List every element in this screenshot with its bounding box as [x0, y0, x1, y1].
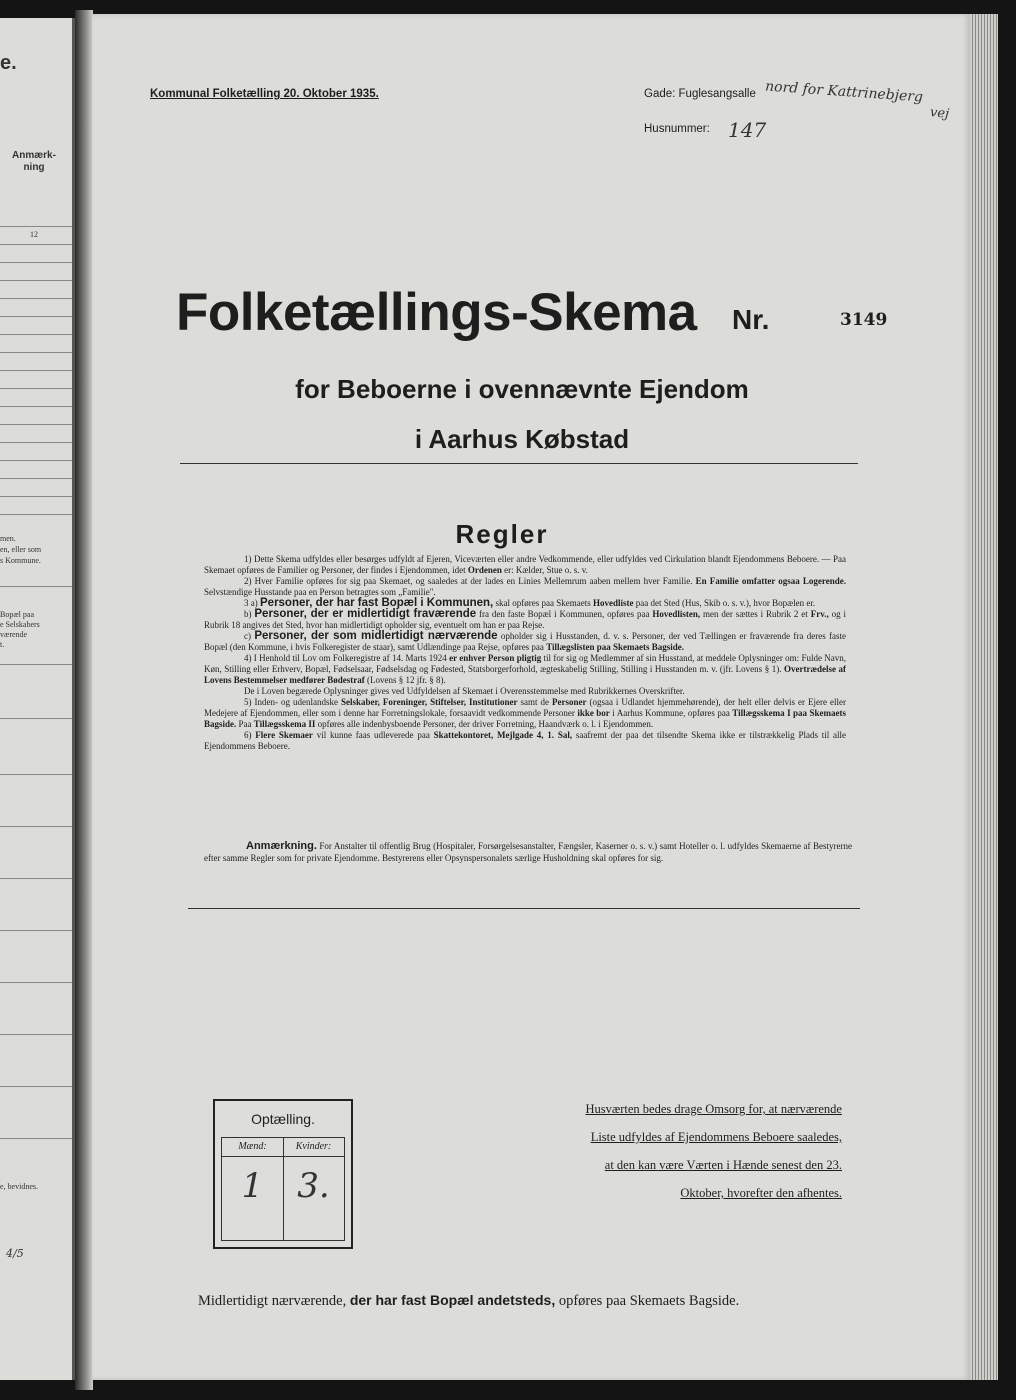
gade-label: Gade: Fuglesangsalle: [644, 88, 756, 100]
form-subtitle-2: i Aarhus Købstad: [414, 424, 630, 454]
rule-3b: b) Personer, der er midlertidigt fraværende fra den faste Bopæl i Kommunen, opføres paa Hovedlisten, men der sættes i Rubrik 2 et Frv., og i Rubrik 18 angives det Sted, hvor han midlertidigt opholder sig, eventuelt om han er paa Rejse.: [204, 608, 846, 630]
notice-line-1: Husværten bedes drage Omsorg for, at nærværende: [585, 1102, 842, 1116]
rules-section: [204, 554, 846, 752]
form-nr-value: 3149: [840, 310, 888, 330]
left-page-text: e Selskabers: [0, 620, 40, 629]
book-gutter: [75, 10, 93, 1390]
page-edges: [970, 14, 998, 1380]
rule-6: 6) Flere Skemaer vil kunne faas udleverede paa Skattekontoret, Mejlgade 4, 1. Sal, saafremt der paa det tilsendte Skema ikke er tilstrækkelig Plads til alle Ejendommens Beboere.: [204, 730, 847, 751]
rule-5: 5) Inden- og udenlandske Selskaber, Foreninger, Stiftelser, Institutioner samt de Personer (ogsaa i Udlandet hjemmehørende), der helt eller delvis er Ejere eller Medejere af Ejendommen, eller som i denne har Forretningslokale, forsaavidt vedkommende Personer ikke bor i Aarhus Kommune, opføres paa Tillægsskema I paa Skemaets Bagside. Paa Tillægsskema II opføres alle indenbysboende Personer, der driver Forretning, Haandværk o. l. i Ejendommen.: [204, 697, 846, 729]
husnummer-label: Husnummer:: [644, 123, 710, 135]
footer-note: Midlertidigt nærværende, der har fast Bopæl andetsteds, opføres paa Skemaets Bagside.: [198, 1292, 740, 1309]
left-page-text: en, eller som: [0, 545, 42, 554]
rule-3a: 3 a) Personer, der har fast Bopæl i Kommunen, skal opføres paa Skemaets Hovedliste paa det Sted (Hus, Skib o. s. v.), hvor Bopælen er.: [244, 597, 816, 609]
left-page-fragment: [0, 18, 75, 1380]
rule-1: 1) Dette Skema udfyldes eller besørges udfyldt af Ejeren, Viceværten eller andre Vedkommende, eller udfyldes ved Cirkulation blandt Ejendommens Beboere. — Paa Skemaet opføres de Familier og Personer, der findes i Ejendommen, idet Ordenen er: Kælder, Stue o. s. v.: [204, 554, 846, 575]
left-page-handwriting: 4/5: [6, 1247, 24, 1260]
tally-box: [213, 1099, 353, 1249]
form-title: Folketællings-Skema: [176, 283, 697, 342]
tally-kvinder-value: 3.: [297, 1166, 330, 1206]
left-page-text: t.: [0, 640, 5, 649]
divider-top: [180, 463, 858, 464]
tally-kvinder-label: Kvinder:: [295, 1141, 332, 1152]
rule-4-note: De i Loven begærede Oplysninger gives ved Udfyldelsen af Skemaet i Overensstemmelse med Rubrikkernes Overskrifter.: [244, 686, 685, 696]
tally-maend-value: 1: [241, 1166, 264, 1206]
census-form-page: [92, 14, 970, 1380]
anmaerkning-note: Anmærkning. For Anstalter til offentlig Brug (Hospitaler, Forsørgelsesanstalter, Fængsler, Kaserner o. s. v.) samt Hoteller o. l. udfyldes Skemaerne af Bestyrerne efter samme Regler som for private Ejendomme. Bestyrerens eller Opsynspersonalets særlige Husholdning skal opføres for sig.: [204, 840, 852, 863]
left-page-text: Bopæl paa: [0, 610, 34, 619]
notice-line-3: at den kan være Værten i Hænde senest den 23.: [604, 1158, 842, 1172]
left-page-text: værende: [0, 630, 28, 639]
tally-maend-label: Mænd:: [238, 1141, 267, 1152]
left-page-col-number: 12: [30, 230, 38, 239]
notice-line-4: Oktober, hvorefter den afhentes.: [680, 1186, 842, 1200]
census-header-line: Kommunal Folketælling 20. Oktober 1935.: [150, 88, 379, 100]
left-page-text: men.: [0, 534, 16, 543]
left-page-title-fragment: e.: [0, 52, 17, 74]
divider-bottom: [188, 908, 860, 909]
landlord-notice: [512, 1095, 842, 1207]
tally-grid: [221, 1137, 345, 1241]
regler-heading: Regler: [455, 519, 549, 549]
left-page-text: e, bevidnes.: [0, 1182, 38, 1191]
tally-heading: Optælling.: [251, 1111, 315, 1127]
rule-2: 2) Hver Familie opføres for sig paa Skemaet, og saaledes at der lades en Linies Mellemrum aaben mellem hver Familie. En Familie omfatter ogsaa Logerende. Selvstændige Husstande paa en Person betragtes som „Familie".: [204, 576, 846, 597]
left-page-text: s Kommune.: [0, 556, 41, 565]
gade-handwritten-1: nord for Kattrinebjerg: [764, 78, 924, 106]
left-page-anmaerkning-header: Anmærk-ning: [12, 150, 56, 173]
gade-handwritten-2: vej: [929, 105, 950, 122]
rule-4: 4) I Henhold til Lov om Folkeregistre af 14. Marts 1924 er enhver Person pligtig til for sig og Medlemmer af sin Husstand, at meddele Oplysninger om: Fulde Navn, Køn, Stilling eller Erhverv, Bopæl, Fødselsaar, Fødselsdag og Fødested, Statsborgerforhold, ægteskabelig Stilling, Stilling i Husstanden m. v. (jfr. Lovens § 1). Overtrædelse af Lovens Bestemmelser medfører Bødestraf (Lovens § 12 jfr. § 8).: [204, 653, 846, 685]
husnummer-value: 147: [728, 118, 767, 142]
notice-line-2: Liste udfyldes af Ejendommens Beboere saaledes,: [590, 1130, 842, 1144]
form-nr-label: Nr.: [732, 304, 770, 335]
form-subtitle-1: for Beboerne i ovennævnte Ejendom: [295, 374, 749, 404]
rule-3c: c) Personer, der som midlertidigt nærværende opholder sig i Husstanden, d. v. s. Personer, der ved Tællingen er fraværende fra deres faste Bopæl (den Kommune, i hvis Folkeregister de staar), samt Udlændinge paa Rejse, opføres paa Tillægslisten paa Skemaets Bagside.: [204, 630, 847, 652]
